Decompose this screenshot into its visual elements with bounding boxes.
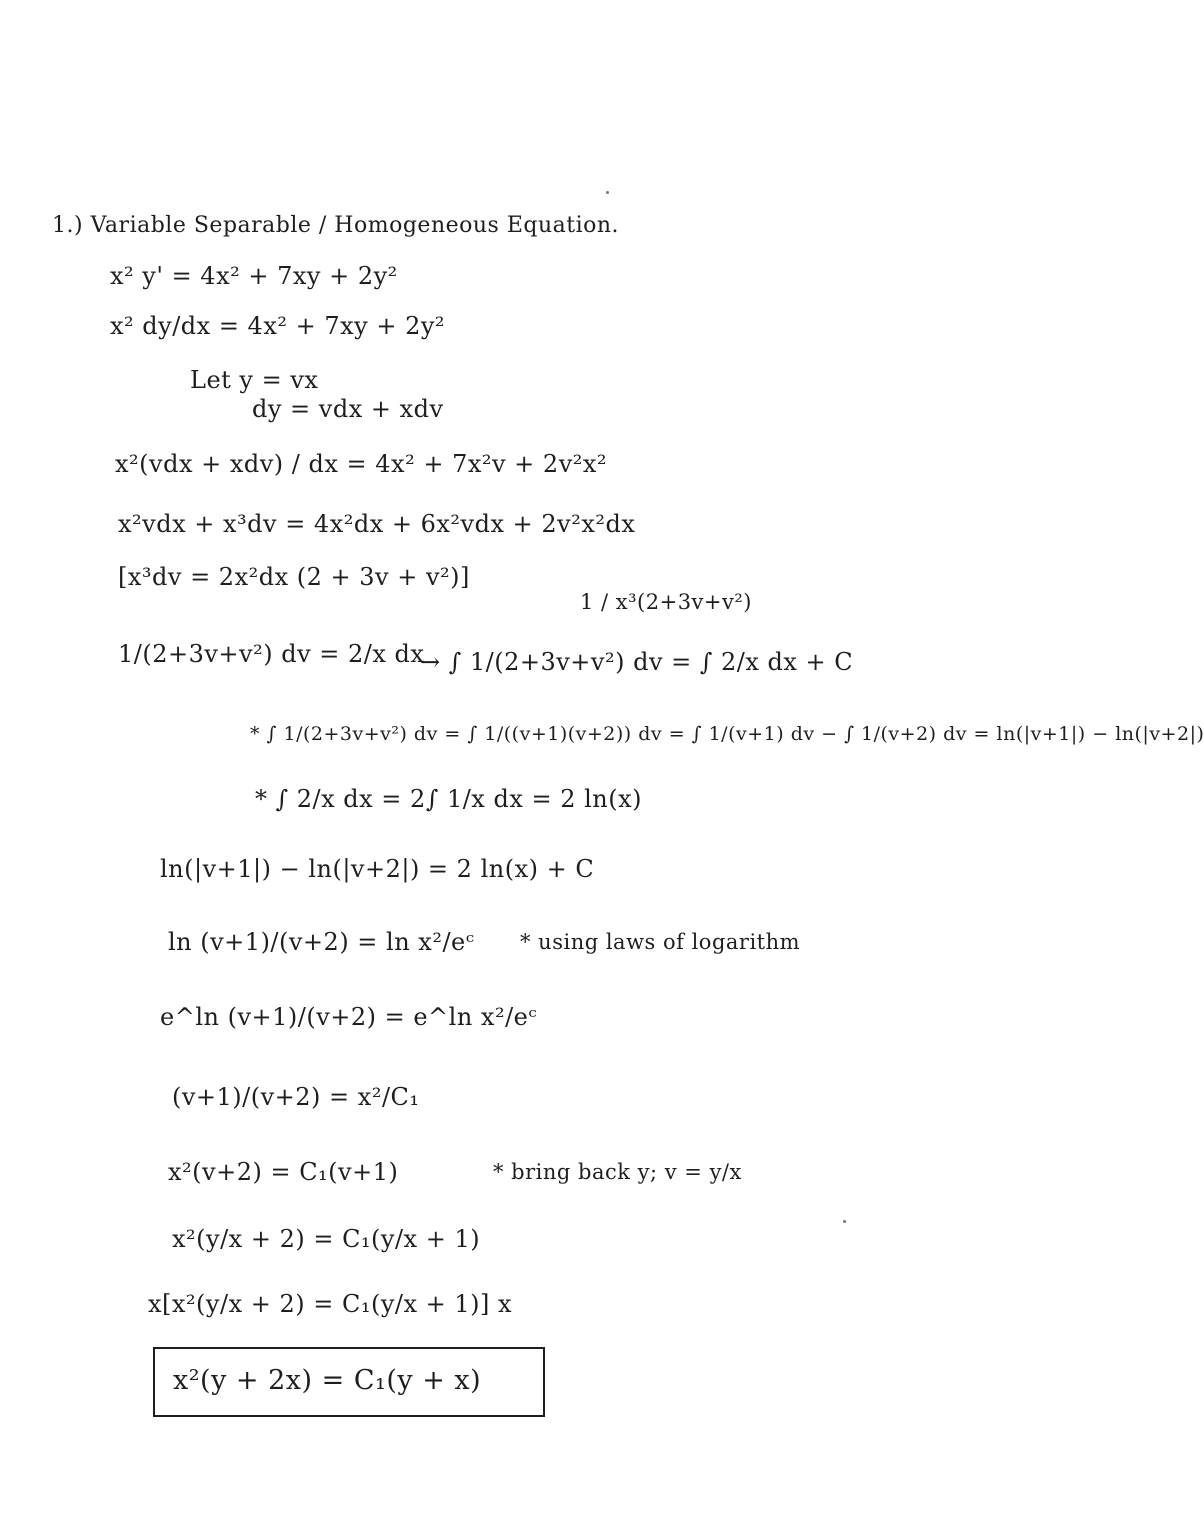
divisor-note: 1 / x³(2+3v+v²) xyxy=(580,590,752,614)
back-substituted-equation: x²(y/x + 2) = C₁(y/x + 1) xyxy=(172,1225,481,1253)
substitution-differential: dy = vdx + xdv xyxy=(252,395,444,423)
partial-fraction-integral: * ∫ 1/(2+3v+v²) dv = ∫ 1/((v+1)(v+2)) dv = ∫ 1/(v+1) dv − ∫ 1/(v+2) dv = ln(|v+1|) − ln(|v+2|) xyxy=(250,723,1204,745)
back-substitution-note: * bring back y; v = y/x xyxy=(493,1160,742,1184)
problem-heading: 1.) Variable Separable / Homogeneous Equation. xyxy=(52,213,620,238)
logarithm-law-note: * using laws of logarithm xyxy=(520,930,801,954)
factored-equation: [x³dv = 2x²dx (2 + 3v + v²)] xyxy=(118,563,470,591)
exponentiated-equation: e^ln (v+1)/(v+2) = e^ln x²/eᶜ xyxy=(160,1003,538,1031)
expanded-equation: x²vdx + x³dv = 4x²dx + 6x²vdx + 2v²x²dx xyxy=(118,510,636,538)
final-answer-box xyxy=(153,1347,545,1417)
final-answer: x²(y + 2x) = C₁(y + x) xyxy=(173,1365,482,1396)
equation-line-1: x² y' = 4x² + 7xy + 2y² xyxy=(110,262,398,290)
multiplied-equation: x[x²(y/x + 2) = C₁(y/x + 1)] x xyxy=(148,1290,513,1318)
ratio-equation: (v+1)/(v+2) = x²/C₁ xyxy=(172,1083,420,1111)
cross-multiplied-equation: x²(v+2) = C₁(v+1) xyxy=(168,1158,399,1186)
equation-line-2: x² dy/dx = 4x² + 7xy + 2y² xyxy=(110,312,446,340)
combined-log-equation: ln(|v+1|) − ln(|v+2|) = 2 ln(x) + C xyxy=(160,855,595,883)
separated-equation: 1/(2+3v+v²) dv = 2/x dx xyxy=(118,640,425,668)
substitution-let: Let y = vx xyxy=(190,366,319,394)
stray-mark xyxy=(843,1220,846,1223)
integrated-equation: → ∫ 1/(2+3v+v²) dv = ∫ 2/x dx + C xyxy=(420,648,854,676)
substituted-equation: x²(vdx + xdv) / dx = 4x² + 7x²v + 2v²x² xyxy=(115,450,608,478)
stray-mark xyxy=(606,191,609,194)
log-quotient-equation: ln (v+1)/(v+2) = ln x²/eᶜ xyxy=(168,928,475,956)
right-side-integral: * ∫ 2/x dx = 2∫ 1/x dx = 2 ln(x) xyxy=(255,785,643,813)
